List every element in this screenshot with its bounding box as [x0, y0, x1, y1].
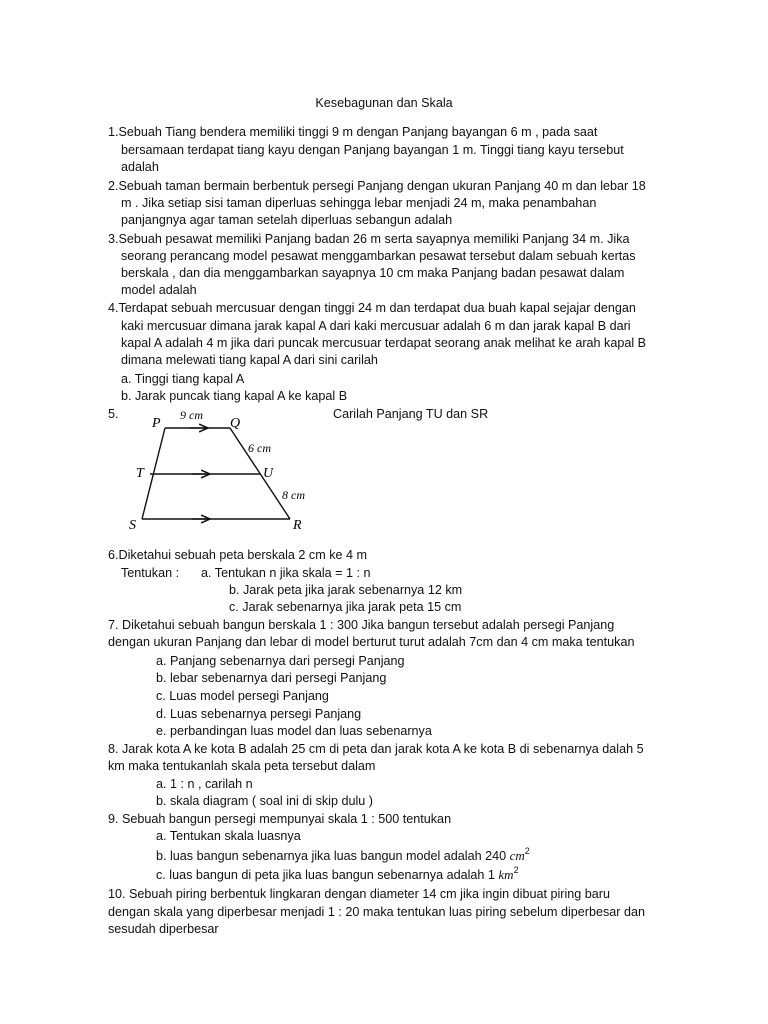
q1-line-2: bersamaan terdapat tiang kayu dengan Panjang bayangan 1 m. Tinggi tiang kayu tersebut — [121, 143, 624, 157]
q6-line-1: 6.Diketahui sebuah peta berskala 2 cm ke 4 m — [108, 548, 368, 562]
q9-option-c-text: c. luas bangun di peta jika luas bangun sebenarnya adalah 1 — [156, 868, 495, 882]
q4-option-b: b. Jarak puncak tiang kapal A ke kapal B — [121, 389, 348, 403]
q9-option-c-exponent: 2 — [513, 865, 519, 875]
q7-option-a: a. Panjang sebenarnya dari persegi Panjang — [156, 654, 405, 668]
q2-line-1: 2.Sebuah taman bermain berbentuk persegi Panjang dengan ukuran Panjang 40 m dan lebar 18 — [108, 179, 646, 193]
q8-option-b: b. skala diagram ( soal ini di skip dulu ) — [156, 794, 373, 808]
q9-option-a: a. Tentukan skala luasnya — [156, 829, 301, 843]
q10-line-3: sesudah diperbesar — [108, 922, 219, 936]
q9-line-1: 9. Sebuah bangun persegi mempunyai skala 1 : 500 tentukan — [108, 812, 452, 826]
q5-text: Carilah Panjang TU dan SR — [333, 407, 489, 421]
q10-line-2: dengan skala yang diperbesar menjadi 1 : 20 maka tentukan luas piring sebelum diperbesar dan — [108, 905, 645, 919]
label-q: Q — [230, 416, 241, 431]
q7-line-1: 7. Diketahui sebuah bangun berskala 1 : 300 Jika bangun tersebut adalah persegi Panjang — [108, 618, 615, 632]
label-u: U — [263, 466, 274, 481]
q3-line-4: model adalah — [121, 283, 197, 297]
q4-line-1: 4.Terdapat sebuah mercusuar dengan tinggi 24 m dan terdapat dua buah kapal sejajar dengan — [108, 301, 636, 315]
label-ur: 8 cm — [282, 488, 305, 502]
q4-line-3: kapal A adalah 4 m jika dari puncak mercusuar terdapat seorang anak melihat ke arah kapal B — [121, 336, 647, 350]
q7-option-d: d. Luas sebenarnya persegi Panjang — [156, 707, 362, 721]
label-qu: 6 cm — [248, 441, 271, 455]
q4-line-2: kaki mercusuar dimana jarak kapal A dari kaki mercusuar adalah 6 m dan jarak kapal B dari — [121, 319, 631, 333]
label-p: P — [152, 416, 161, 431]
q8-option-a: a. 1 : n , carilah n — [156, 777, 253, 791]
q9-option-c-unit: km — [498, 867, 514, 882]
q7-option-b: b. lebar sebenarnya dari persegi Panjang — [156, 671, 387, 685]
q8-line-1: 8. Jarak kota A ke kota B adalah 25 cm di peta dan jarak kota A ke kota B di sebenarnya dalah 5 — [108, 742, 644, 756]
q3-line-1: 3.Sebuah pesawat memiliki Panjang badan 26 m serta sayapnya memiliki Panjang 34 m. Jika — [108, 232, 630, 246]
q6-option-c: c. Jarak sebenarnya jika jarak peta 15 cm — [229, 600, 462, 614]
q10-line-1: 10. Sebuah piring berbentuk lingkaran dengan diameter 14 cm jika ingin dibuat piring baru — [108, 887, 610, 901]
q1-line-3: adalah — [121, 160, 159, 174]
label-r: R — [293, 518, 302, 533]
q3-line-2: seorang perancang model pesawat menggambarkan pesawat tersebut dalam sebuah kertas — [121, 249, 636, 263]
trapezoid-figure — [120, 406, 350, 536]
q7-line-2: dengan ukuran Panjang dan lebar di model berturut turut adalah 7cm dan 4 cm maka tentukan — [108, 635, 635, 649]
q5-number: 5. — [108, 407, 119, 421]
label-pq: 9 cm — [180, 408, 203, 422]
q4-option-a: a. Tinggi tiang kapal A — [121, 372, 245, 386]
q3-line-3: berskala , dan dia menggambarkan sayapnya 10 cm maka Panjang badan pesawat dalam — [121, 266, 625, 280]
q9-option-b — [156, 847, 530, 866]
label-s: S — [129, 518, 136, 533]
q9-option-b-unit: cm — [509, 848, 525, 863]
q7-option-e: e. perbandingan luas model dan luas sebenarnya — [156, 724, 432, 738]
q6-tentukan: Tentukan : — [121, 566, 180, 580]
q9-option-b-text: b. luas bangun sebenarnya jika luas bangun model adalah 240 — [156, 849, 507, 863]
q2-line-2: m . Jika setiap sisi taman diperluas sehingga lebar menjadi 24 m, maka penambahan — [121, 196, 597, 210]
q4-line-4: dimana melewati tiang kapal A dari sini carilah — [121, 353, 378, 367]
q9-option-c — [156, 866, 519, 885]
document-title: Kesebagunan dan Skala — [315, 96, 453, 110]
q7-option-c: c. Luas model persegi Panjang — [156, 689, 329, 703]
q6-option-b: b. Jarak peta jika jarak sebenarnya 12 km — [229, 583, 463, 597]
q9-option-b-exponent: 2 — [524, 846, 530, 856]
q6-option-a: a. Tentukan n jika skala = 1 : n — [201, 566, 371, 580]
label-t: T — [136, 466, 144, 481]
q1-line-1: 1.Sebuah Tiang bendera memiliki tinggi 9 m dengan Panjang bayangan 6 m , pada saat — [108, 125, 598, 139]
q8-line-2: km maka tentukanlah skala peta tersebut dalam — [108, 759, 376, 773]
q2-line-3: panjangnya agar taman setelah diperluas sebangun adalah — [121, 213, 453, 227]
